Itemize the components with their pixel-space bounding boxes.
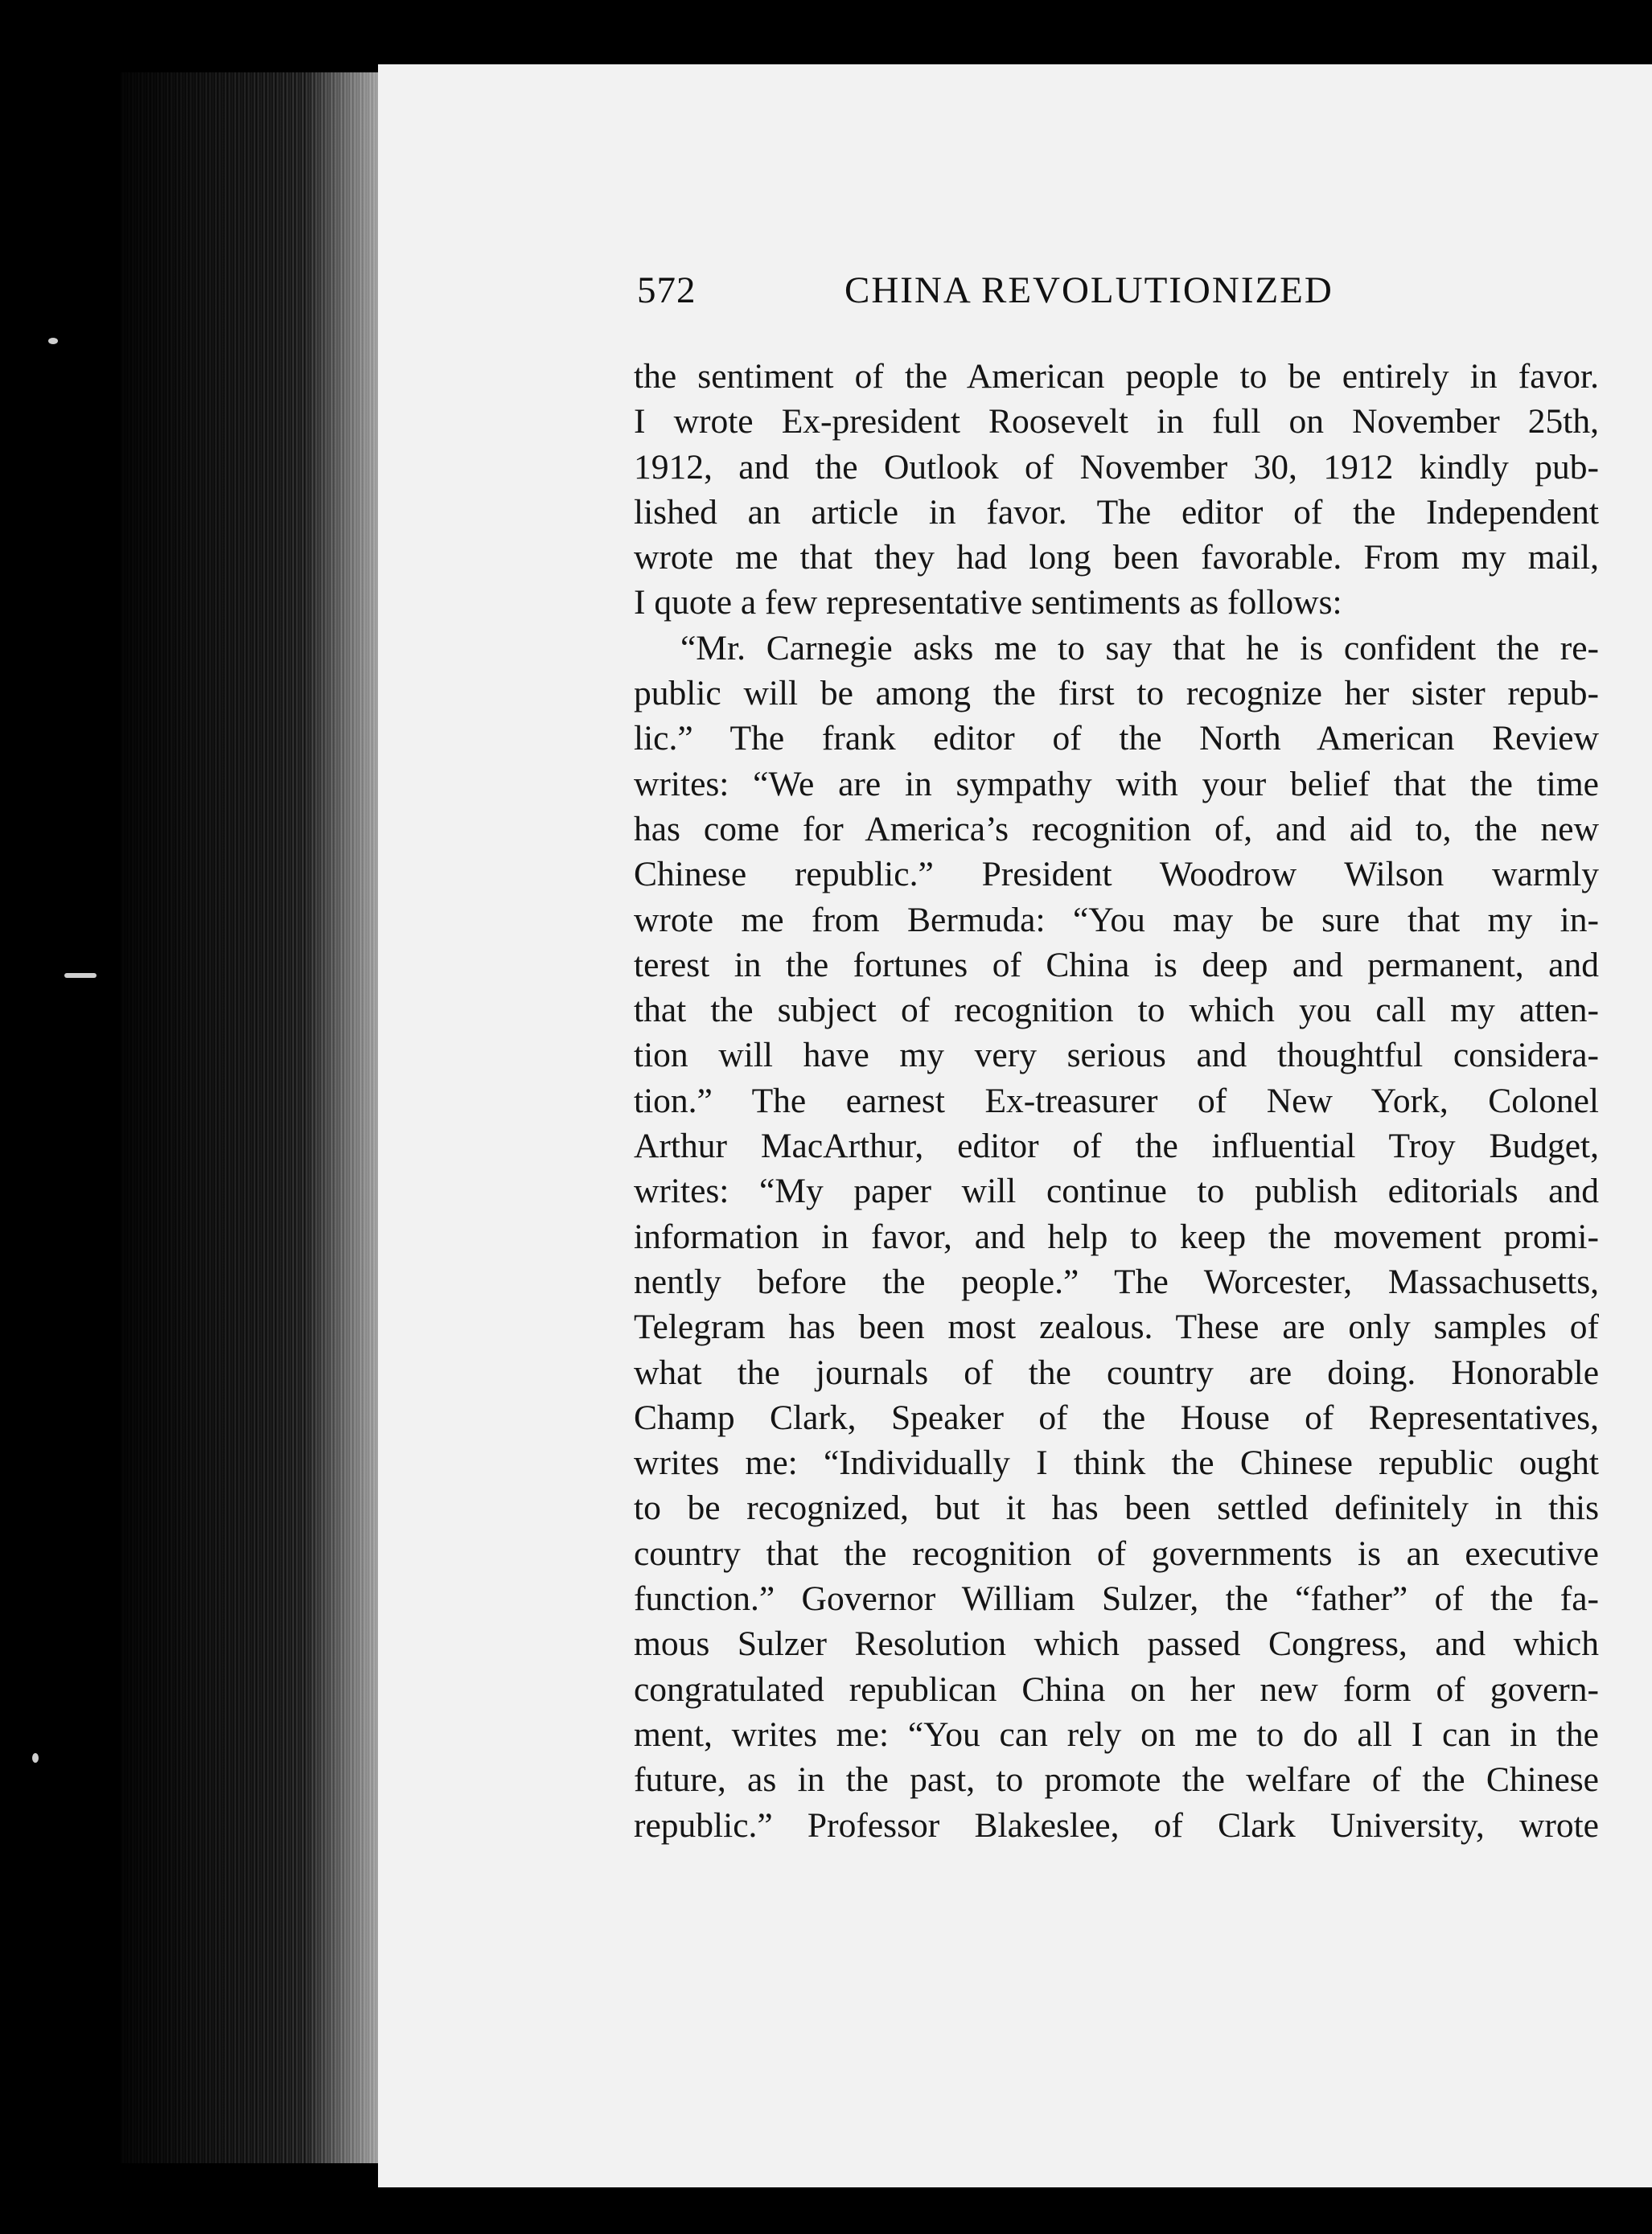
dust-speck <box>32 1753 39 1763</box>
text-line: Chinese republic.” President Woodrow Wilson warmly <box>634 855 1599 894</box>
text-line: tion.” The earnest Ex-treasurer of New York, Colonel <box>634 1081 1599 1120</box>
text-line: 1912, and the Outlook of November 30, 1912 kindly pub- <box>634 447 1599 487</box>
text-line: public will be among the first to recognize her sister repub- <box>634 674 1599 713</box>
text-line: terest in the fortunes of China is deep and permanent, and <box>634 945 1599 984</box>
text-line: I wrote Ex-president Roosevelt in full on November 25th, <box>634 402 1599 441</box>
text-line: “Mr. Carnegie asks me to say that he is confident the re- <box>680 628 1599 667</box>
text-line: has come for America’s recognition of, and aid to, the new <box>634 809 1599 848</box>
text-line: tion will have my very serious and thoughtful considera- <box>634 1036 1599 1075</box>
running-head: CHINA REVOLUTIONIZED <box>844 269 1334 311</box>
dust-speck <box>48 338 58 344</box>
text-line: wrote me that they had long been favorable. From my mail, <box>634 538 1599 577</box>
text-line: lished an article in favor. The editor of the Independent <box>634 492 1599 532</box>
text-line: future, as in the past, to promote the welfare of the Chinese <box>634 1760 1599 1800</box>
text-line: Arthur MacArthur, editor of the influential Troy Budget, <box>634 1127 1599 1166</box>
text-line: country that the recognition of governments is an executive <box>634 1534 1599 1573</box>
text-line: to be recognized, but it has been settled definitely in this <box>634 1489 1599 1528</box>
page-header <box>637 269 1449 317</box>
text-line: the sentiment of the American people to be entirely in favor. <box>634 357 1599 396</box>
dust-speck <box>64 973 97 978</box>
text-line: republic.” Professor Blakeslee, of Clark University, wrote <box>634 1805 1599 1845</box>
text-line: information in favor, and help to keep the movement promi- <box>634 1217 1599 1256</box>
text-line: congratulated republican China on her new form of govern- <box>634 1669 1599 1709</box>
text-line: writes: “We are in sympathy with your belief that the time <box>634 764 1599 803</box>
text-line: I quote a few representative sentiments as follows: <box>634 583 1342 622</box>
text-line: ment, writes me: “You can rely on me to do all I can in the <box>634 1715 1599 1754</box>
text-line: writes: “My paper will continue to publish editorials and <box>634 1172 1599 1211</box>
text-line: Champ Clark, Speaker of the House of Representatives, <box>634 1398 1599 1437</box>
text-line: mous Sulzer Resolution which passed Congress, and which <box>634 1624 1599 1664</box>
text-line: wrote me from Bermuda: “You may be sure that my in- <box>634 900 1599 939</box>
text-line: function.” Governor William Sulzer, the “father” of the fa- <box>634 1579 1599 1619</box>
text-line: writes me: “Individually I think the Chinese republic ought <box>634 1443 1599 1483</box>
text-line: that the subject of recognition to which you call my atten- <box>634 991 1599 1030</box>
body-text <box>634 354 1599 1848</box>
text-line: what the journals of the country are doing. Honorable <box>634 1353 1599 1392</box>
text-line: nently before the people.” The Worcester, Massachusetts, <box>634 1262 1599 1301</box>
text-line: lic.” The frank editor of the North American Review <box>634 719 1599 758</box>
page-number: 572 <box>637 269 697 311</box>
text-line: Telegram has been most zealous. These are only samples of <box>634 1308 1599 1347</box>
